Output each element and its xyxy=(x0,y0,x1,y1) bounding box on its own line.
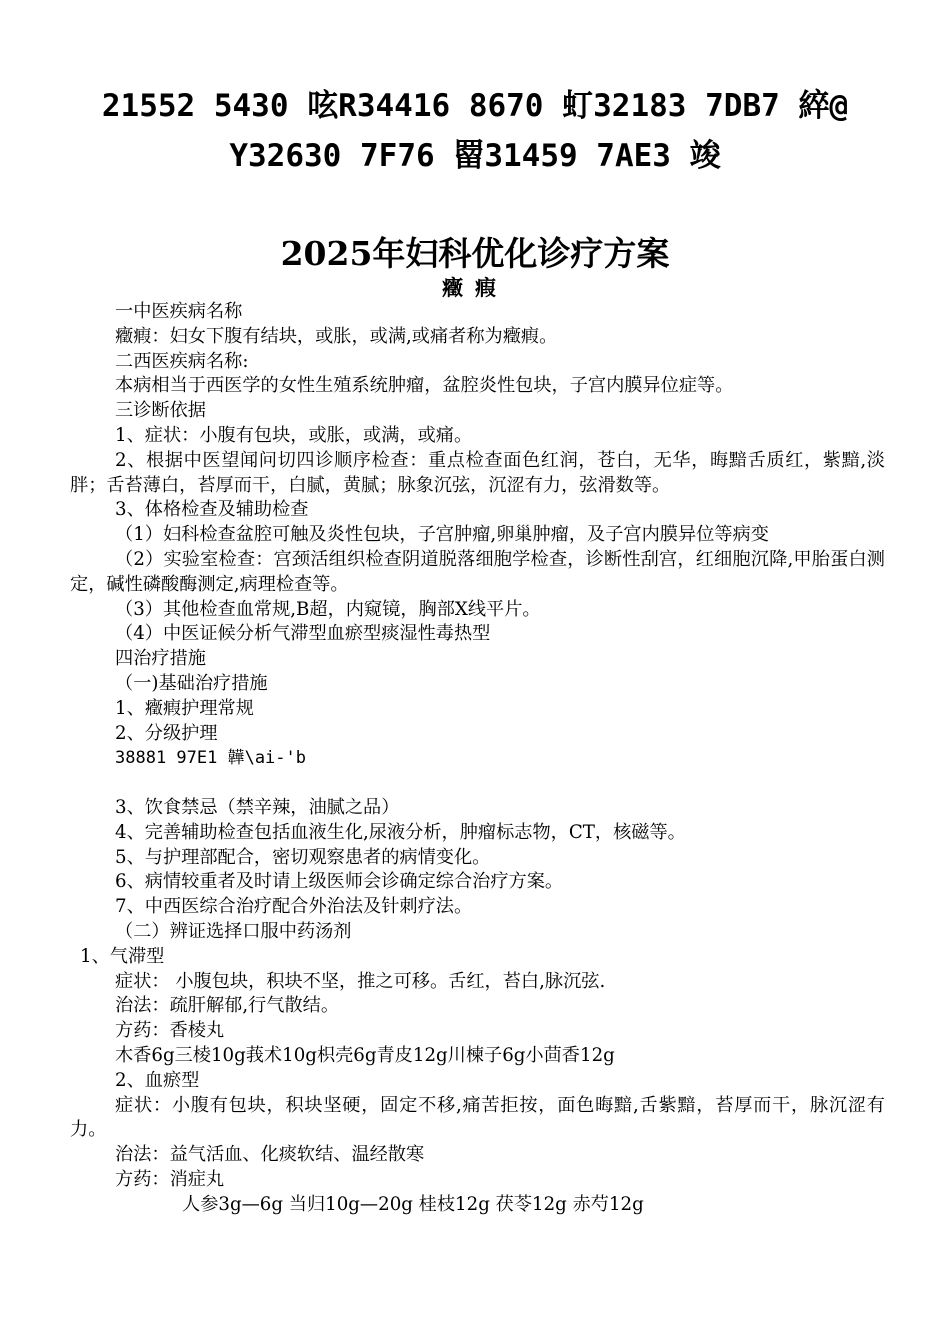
body-line: 2、血瘀型 xyxy=(115,1069,200,1091)
document-subtitle: 癥瘕 xyxy=(442,275,508,300)
body-line: 三诊断依据 xyxy=(115,400,206,422)
body-line: 5、与护理部配合，密切观察患者的病情变化。 xyxy=(115,846,491,868)
body-line: （二）辨证选择口服中药汤剂 xyxy=(115,920,352,942)
document-title: 2025年妇科优化诊疗方案 xyxy=(280,234,670,273)
body-line: 2、根据中医望闻问切四诊顺序检查：重点检查面色红润，苍白，无华，晦黯舌质红，紫黯,淡胖；舌苔薄白，苔厚而干，白腻，黄腻；脉象沉弦，沉涩有力，弦滑数等。 xyxy=(70,449,885,496)
body-line: 症状：小腹有包块，积块坚硬，固定不移,痛苦拒按，面色晦黯,舌紫黯，苔厚而干，脉沉涩有力。 xyxy=(70,1094,885,1141)
body-line: 木香6g三棱10g莪术10g枳壳6g青皮12g川楝子6g小茴香12g xyxy=(115,1044,615,1066)
body-line: 癥瘕：妇女下腹有结块，或胀，或满,或痛者称为癥瘕。 xyxy=(115,325,558,347)
body-line: 人参3g—6g 当归10g—20g 桂枝12g 茯苓12g 赤芍12g xyxy=(182,1193,644,1215)
body-line: （4）中医证候分析气滞型血瘀型痰湿性毒热型 xyxy=(115,623,491,645)
header-code-line-1: 21552 5430 呟R34416 8670 虰32183 7DB7 綷@ xyxy=(101,88,849,124)
document-body xyxy=(70,300,885,1217)
body-line: 3、体格检查及辅助检查 xyxy=(115,499,309,521)
header-code-line-2: Y32630 7F76 罶31459 7AE3 竣 xyxy=(229,138,721,174)
body-line: 38881 97E1 韡\ai-'b xyxy=(115,748,306,769)
body-line: 7、中西医综合治疗配合外治法及针刺疗法。 xyxy=(115,896,473,918)
body-line: 治法：疏肝解郁,行气散结。 xyxy=(115,995,340,1017)
body-line: 1、症状：小腹有包块，或胀，或满，或痛。 xyxy=(115,424,473,446)
body-line: 症状： 小腹包块，积块不坚，推之可移。舌红，苔白,脉沉弦. xyxy=(115,970,606,992)
body-line: 2、分级护理 xyxy=(115,722,218,744)
body-line: （3）其他检查血常规,B超，内窥镜，胸部X线平片。 xyxy=(115,598,541,620)
body-line: （1）妇科检查盆腔可触及炎性包块，子宫肿瘤,卵巢肿瘤，及子宫内膜异位等病变 xyxy=(115,524,769,546)
body-line: 四治疗措施 xyxy=(115,648,206,670)
body-line: 一中医疾病名称 xyxy=(115,301,243,322)
body-line: （一)基础治疗措施 xyxy=(115,672,268,694)
body-line: 1、气滞型 xyxy=(80,945,165,967)
body-line: 1、癥瘕护理常规 xyxy=(115,697,254,719)
body-line: 4、完善辅助检查包括血液生化,尿液分析，肿瘤标志物，CT，核磁等。 xyxy=(115,821,686,843)
body-line: 3、饮食禁忌（禁辛辣，油腻之品） xyxy=(115,796,400,818)
body-line: 方药：消症丸 xyxy=(115,1168,225,1190)
body-line: （2）实验室检查：宫颈活组织检查阴道脱落细胞学检查，诊断性刮宫，红细胞沉降,甲胎蛋白测定，碱性磷酸酶测定,病理检查等。 xyxy=(70,548,885,595)
body-line: 本病相当于西医学的女性生殖系统肿瘤，盆腔炎性包块，子宫内膜异位症等。 xyxy=(115,375,734,397)
body-line: 方药：香棱丸 xyxy=(115,1020,225,1042)
blank-line xyxy=(70,771,885,796)
body-line: 治法：益气活血、化痰软结、温经散寒 xyxy=(115,1144,425,1166)
body-line: 6、病情较重者及时请上级医师会诊确定综合治疗方案。 xyxy=(115,871,564,893)
body-line: 二西医疾病名称: xyxy=(115,350,249,372)
